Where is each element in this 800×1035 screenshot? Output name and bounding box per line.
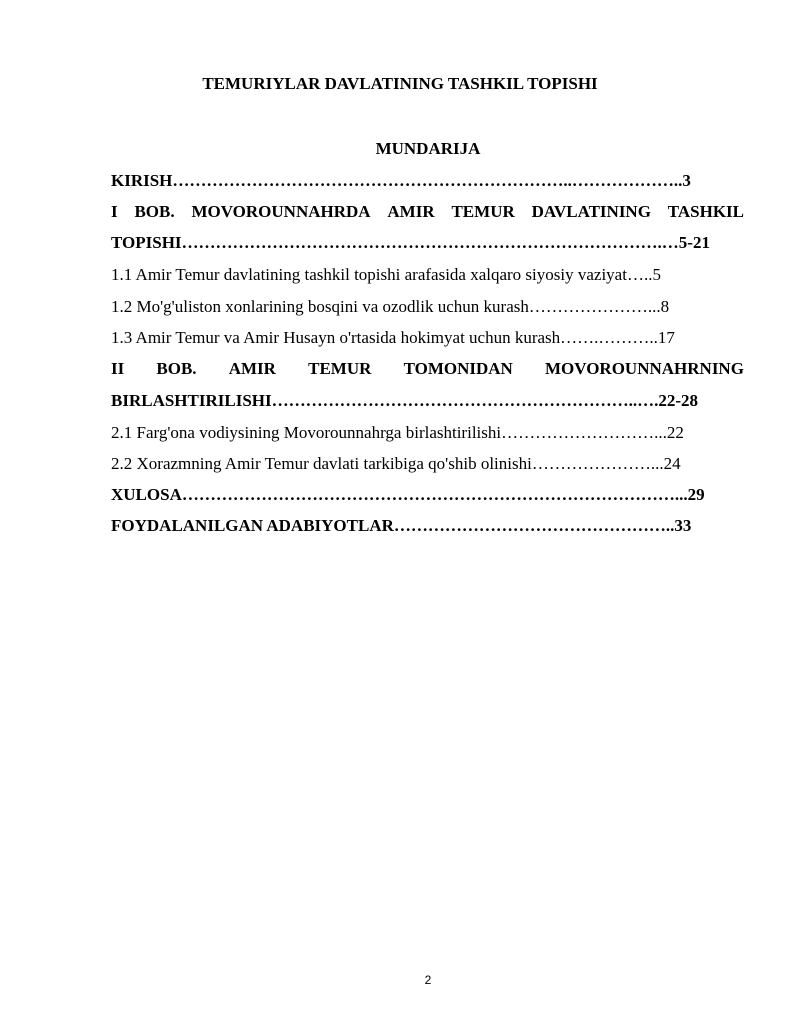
toc-word: MOVOROUNNAHRNING	[545, 359, 744, 378]
toc-entry-bob1-line1	[111, 201, 744, 223]
page-number: 2	[424, 973, 432, 987]
toc-entry-bob2-line1	[111, 358, 744, 380]
toc-word: MOVOROUNNAHRDA	[191, 202, 371, 221]
toc-entry-1-2: 1.2 Mo'g'uliston xonlarining bosqini va ozodlik uchun kurash…………………...8	[111, 297, 670, 316]
toc-entry-kirish: KIRISH……………………………………………………………..………………..3	[111, 171, 691, 190]
toc-word: TEMUR	[308, 359, 372, 378]
toc-entry-bob1-line2: TOPISHI………………………………………………………………………….…5-21	[111, 233, 710, 252]
toc-entry-bob2-line2: BIRLASHTIRILISHI………………………………………………………..….22-28	[111, 391, 699, 410]
toc-word: I	[111, 202, 118, 221]
toc-entry-1-3: 1.3 Amir Temur va Amir Husayn o'rtasida hokimyat uchun kurash…….………..17	[111, 328, 675, 347]
toc-word: TASHKIL	[667, 202, 744, 221]
toc-word: DAVLATINING	[531, 202, 651, 221]
toc-entry-1-1: 1.1 Amir Temur davlatining tashkil topishi arafasida xalqaro siyosiy vaziyat…..5	[111, 265, 661, 284]
toc-word: TOMONIDAN	[403, 359, 513, 378]
toc-entry-2-2: 2.2 Xorazmning Amir Temur davlati tarkibiga qo'shib olinishi…………………...24	[111, 454, 681, 473]
toc-word: AMIR	[387, 202, 435, 221]
toc-word: BOB.	[156, 359, 197, 378]
document-title: TEMURIYLAR DAVLATINING TASHKIL TOPISHI	[202, 74, 598, 93]
toc-entry-adabiyotlar: FOYDALANILGAN ADABIYOTLAR…………………………………………..33	[111, 516, 692, 535]
toc-word: TEMUR	[451, 202, 515, 221]
toc-word: II	[111, 359, 125, 378]
toc-word: BOB.	[134, 202, 175, 221]
toc-heading: MUNDARIJA	[375, 139, 481, 158]
toc-word: AMIR	[228, 359, 276, 378]
toc-entry-2-1: 2.1 Farg'ona vodiysining Movorounnahrga birlashtirilishi………………………...22	[111, 423, 684, 442]
toc-entry-xulosa: XULOSA……………………………………………………………………………...29	[111, 485, 705, 504]
